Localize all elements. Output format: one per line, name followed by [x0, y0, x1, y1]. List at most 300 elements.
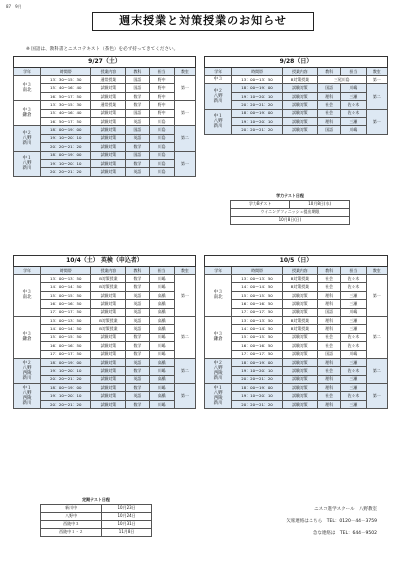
column-header: 時間帯: [232, 267, 283, 275]
subject-cell: 国語: [317, 308, 340, 316]
subject-cell: 理科: [317, 358, 340, 366]
subject-cell: 理科: [317, 375, 340, 383]
page-corner-label: 87 9月: [6, 4, 22, 9]
teacher-cell: 佐々木: [341, 342, 366, 350]
schedule-table: [13, 56, 196, 177]
subject-cell: 英語: [126, 392, 149, 400]
teiki-school: 八野中: [41, 512, 102, 520]
subject-cell: 英語: [126, 308, 149, 316]
time-cell: 15：40～16：40: [41, 109, 91, 117]
content-cell: 試験対策: [91, 333, 126, 341]
content-cell: 試験対策: [282, 392, 317, 400]
content-cell: 試験対策: [282, 84, 317, 92]
section-date: 9/27（土）: [14, 57, 196, 68]
section-date: 9/28（日）: [205, 57, 388, 68]
teacher-cell: 川嶋: [149, 367, 174, 375]
teiki-date: 10月23日: [102, 504, 152, 512]
teacher-cell: 川島: [149, 134, 174, 142]
subject-cell: 社会: [317, 392, 340, 400]
table-row: [14, 84, 196, 92]
time-cell: 14：00～14：50: [41, 283, 91, 291]
content-cell: 試験対策: [282, 109, 317, 117]
grade-cell: 中３ 南北: [14, 275, 41, 317]
subject-cell: 国語: [317, 126, 340, 134]
content-cell: 試験対策: [91, 350, 126, 358]
subject-cell: 社会: [317, 275, 340, 283]
schedule-table: [204, 255, 388, 409]
room-cell: 第一: [366, 384, 387, 409]
room-cell: 第一: [174, 151, 195, 176]
content-cell: 試験対策: [282, 367, 317, 375]
time-cell: 18：00～19：00: [41, 384, 91, 392]
column-header: 授業内容: [282, 68, 317, 76]
table-row: [205, 375, 388, 383]
content-cell: 試験対策: [282, 384, 317, 392]
teacher-cell: 川嶋: [149, 333, 174, 341]
teiki-school: 新川中: [41, 504, 102, 512]
teacher-cell: 野中: [149, 109, 174, 117]
column-header: 教科: [126, 267, 149, 275]
content-cell: 試験対策: [282, 333, 317, 341]
subject-cell: 英語: [126, 375, 149, 383]
teacher-cell: 三瀬: [341, 384, 366, 392]
time-cell: 20：20～21：20: [232, 400, 283, 408]
table-row: [14, 358, 196, 366]
content-cell: 試験対策: [91, 291, 126, 299]
room-cell: 第一: [174, 384, 195, 409]
subject-cell: 数学: [126, 143, 149, 151]
teacher-cell: 野中: [149, 101, 174, 109]
teacher-cell: 野中: [149, 76, 174, 84]
room-cell: 第二: [174, 126, 195, 151]
table-row: [14, 392, 196, 400]
table-row: [14, 333, 196, 341]
teacher-cell: 川島: [149, 126, 174, 134]
content-cell: 試験対策: [282, 308, 317, 316]
subject-cell: 国語: [126, 109, 149, 117]
time-cell: 18：00～19：00: [41, 126, 91, 134]
teacher-cell: 三瀬: [341, 400, 366, 408]
time-cell: 16：00～16：50: [41, 300, 91, 308]
content-cell: B対策授業: [282, 76, 317, 84]
content-cell: 試験対策: [91, 358, 126, 366]
time-cell: 18：00～19：00: [41, 151, 91, 159]
subject-cell: 理科: [317, 92, 340, 100]
table-row: [14, 325, 196, 333]
column-header: 授業内容: [91, 68, 126, 76]
time-cell: 14：00～14：50: [41, 325, 91, 333]
time-cell: 20：20～21：20: [232, 101, 283, 109]
teacher-cell: 佐々木: [341, 275, 366, 283]
time-cell: 20：20～21：20: [41, 375, 91, 383]
room-cell: 第二: [366, 316, 387, 358]
teacher-cell: 川嶋: [341, 350, 366, 358]
teacher-cell: 佐々木: [341, 392, 366, 400]
content-cell: 試験対策: [91, 84, 126, 92]
room-cell: 第一: [366, 275, 387, 317]
table-row: [14, 300, 196, 308]
subject-cell: 国語: [126, 84, 149, 92]
table-row: [205, 342, 388, 350]
table-row: [205, 109, 388, 117]
teacher-cell: 川嶋: [149, 350, 174, 358]
grade-cell: 中１ 八野 西陵 新川: [205, 384, 232, 409]
subject-cell: 英語: [126, 358, 149, 366]
table-row: [205, 101, 388, 109]
time-cell: 20：20～21：20: [41, 168, 91, 176]
time-cell: 15：40～16：40: [41, 84, 91, 92]
time-cell: 13：00～13：50: [41, 316, 91, 324]
subject-cell: 理科: [317, 117, 340, 125]
grade-cell: 中２ 八野 西陵 新川: [205, 358, 232, 383]
subject-cell: 数学: [126, 101, 149, 109]
content-cell: 試験対策: [91, 308, 126, 316]
room-cell: 第二: [366, 358, 387, 383]
time-cell: 19：10～20：10: [41, 159, 91, 167]
column-header: 学年: [205, 68, 232, 76]
table-row: [14, 308, 196, 316]
content-cell: B対策授業: [91, 316, 126, 324]
teacher-cell: 高橋: [149, 316, 174, 324]
time-cell: 15：00～15：50: [41, 333, 91, 341]
content-cell: 試験対策: [282, 358, 317, 366]
subject-cell: 数学: [126, 350, 149, 358]
content-cell: 試験対策: [91, 134, 126, 142]
column-header: 教科: [126, 68, 149, 76]
table-row: [205, 384, 388, 392]
time-cell: 19：10～20：10: [41, 367, 91, 375]
grade-cell: 中３ 南北: [205, 275, 232, 317]
time-cell: 16：00～16：50: [41, 342, 91, 350]
teiki-date: 10月24日: [102, 512, 152, 520]
teacher-cell: 川嶋: [149, 275, 174, 283]
table-row: [14, 350, 196, 358]
time-cell: 16：00～16：50: [232, 342, 283, 350]
teacher-cell: 佐々木: [341, 367, 366, 375]
subject-cell: 社会: [317, 333, 340, 341]
subject-cell: 理科: [317, 325, 340, 333]
room-cell: 第二: [174, 316, 195, 358]
subject-cell: 社会: [317, 109, 340, 117]
subject-cell: 数学: [126, 159, 149, 167]
time-cell: 16：50～17：50: [41, 92, 91, 100]
column-header: 学年: [14, 267, 41, 275]
teacher-cell: 三瀬: [341, 92, 366, 100]
column-header: 時間帯: [232, 68, 283, 76]
column-header: 学年: [205, 267, 232, 275]
teacher-cell: 川嶋: [341, 308, 366, 316]
time-cell: 19：10～20：10: [41, 392, 91, 400]
subject-cell: 英語: [126, 134, 149, 142]
table-row: [14, 367, 196, 375]
time-cell: 13：00～13：50: [232, 275, 283, 283]
time-cell: 19：10～20：10: [232, 392, 283, 400]
grade-cell: 中１ 八野 新川: [14, 151, 41, 176]
grade-cell: 中３ 鎌倉: [14, 316, 41, 358]
gakuryoku-test-table: [230, 192, 350, 225]
time-cell: 18：00～19：00: [232, 109, 283, 117]
subject-cell: 国語: [317, 84, 340, 92]
table-row: [14, 342, 196, 350]
time-cell: 14：00～14：50: [232, 283, 283, 291]
subject-cell: 数学: [126, 92, 149, 100]
time-cell: 19：10～20：10: [232, 367, 283, 375]
subject-cell: 理科: [317, 316, 340, 324]
table-row: [205, 325, 388, 333]
content-cell: 通常授業: [91, 76, 126, 84]
content-cell: 試験対策: [91, 126, 126, 134]
table-row: [205, 333, 388, 341]
gakuryoku-title: 学力テスト日程: [276, 192, 304, 198]
schedule-table: [204, 56, 388, 135]
grade-cell: 中２ 八野 新川: [205, 84, 232, 109]
time-cell: 14：00～14：50: [232, 325, 283, 333]
subject-cell: 英語: [126, 291, 149, 299]
subject-cell: 数学: [126, 400, 149, 408]
table-row: [205, 76, 388, 84]
teacher-cell: 高橋: [149, 392, 174, 400]
teacher-cell: 三瀬: [341, 316, 366, 324]
column-header: 担当: [341, 267, 366, 275]
time-cell: 19：10～20：10: [41, 134, 91, 142]
table-row: [205, 308, 388, 316]
time-cell: 17：00～17：50: [41, 350, 91, 358]
content-cell: 試験対策: [91, 143, 126, 151]
subject-cell: 数学: [126, 384, 149, 392]
teiki-date: 10月31日: [102, 520, 152, 528]
content-cell: 試験対策: [91, 384, 126, 392]
subject-cell: 数学: [126, 367, 149, 375]
table-row: [14, 375, 196, 383]
subject-cell: 国語: [126, 76, 149, 84]
content-cell: 試験対策: [282, 291, 317, 299]
subject-cell: 国語: [317, 350, 340, 358]
time-cell: 15：00～15：50: [232, 291, 283, 299]
room-cell: 第一: [174, 101, 195, 126]
table-row: [14, 283, 196, 291]
teacher-cell: 三瀬: [341, 325, 366, 333]
content-cell: B対策授業: [91, 325, 126, 333]
table-row: [14, 291, 196, 299]
subject-cell: 英語: [126, 316, 149, 324]
column-header: 担当: [149, 68, 174, 76]
column-header: 教室: [366, 68, 387, 76]
content-cell: 試験対策: [91, 392, 126, 400]
content-cell: 試験対策: [91, 168, 126, 176]
room-cell: 第一: [174, 76, 195, 101]
table-row: [205, 283, 388, 291]
subject-cell: 社会: [317, 283, 340, 291]
teacher-cell: 高橋: [149, 358, 174, 366]
table-row: [14, 400, 196, 408]
table-row: [205, 350, 388, 358]
section-date: 10/4（土） 英検（申込者）: [14, 256, 196, 267]
teacher-cell: 野中: [149, 92, 174, 100]
teacher-cell: 三瀬: [341, 291, 366, 299]
table-row: [14, 151, 196, 159]
grade-cell: 中２ 八野 西陵 新川: [14, 358, 41, 383]
table-row: [14, 275, 196, 283]
footer-school: ニスコ進学スクール 八野教室: [314, 507, 377, 512]
content-cell: B対策授業: [282, 275, 317, 283]
content-cell: 試験対策: [282, 342, 317, 350]
column-header: 教科: [317, 68, 340, 76]
teacher-cell: 川島: [149, 143, 174, 151]
teiki-title: 定期テスト日程: [82, 496, 110, 502]
table-row: [14, 101, 196, 109]
teacher-cell: 高橋: [149, 291, 174, 299]
section-date: 10/5（日）: [205, 256, 388, 267]
table-row: [14, 76, 196, 84]
table-row: [14, 159, 196, 167]
time-cell: 19：10～20：10: [232, 117, 283, 125]
subject-cell: 数学: [126, 275, 149, 283]
notice-text: ※ 国語は、教科書とニスコテキスト（茶色）を必ず持ってきてください。: [26, 47, 179, 52]
time-cell: 20：20～21：20: [41, 400, 91, 408]
table-row: [205, 84, 388, 92]
subject-cell: 社会: [317, 101, 340, 109]
table-row: [14, 92, 196, 100]
time-cell: 20：20～21：20: [232, 375, 283, 383]
grade-cell: 中３ 鎌倉: [14, 101, 41, 126]
content-cell: 通常授業: [91, 101, 126, 109]
time-cell: 16：00～16：50: [232, 300, 283, 308]
content-cell: B対策授業: [282, 283, 317, 291]
content-cell: 試験対策: [282, 126, 317, 134]
footer-tel-urgent: 急な連絡は TEL：644－9502: [312, 531, 377, 536]
content-cell: 試験対策: [91, 367, 126, 375]
content-cell: B対策授業: [91, 275, 126, 283]
teacher-cell: 川嶋: [341, 84, 366, 92]
table-row: [205, 291, 388, 299]
table-row: [205, 400, 388, 408]
subject-cell: 社会: [317, 342, 340, 350]
subject-cell: 数学: [126, 283, 149, 291]
gakuryoku-date: 10月8日(水): [290, 200, 350, 208]
teacher-cell: 高橋: [149, 308, 174, 316]
time-cell: 13：00～13：50: [41, 275, 91, 283]
teacher-cell: 三尾川島: [317, 76, 366, 84]
content-cell: B対策授業: [282, 325, 317, 333]
teiki-school: 西陵中１・２: [41, 528, 102, 536]
table-row: [205, 300, 388, 308]
table-row: [14, 134, 196, 142]
time-cell: 13：30～15：30: [41, 76, 91, 84]
time-cell: 19：10～20：10: [232, 92, 283, 100]
time-cell: 16：50～17：50: [41, 117, 91, 125]
time-cell: 18：00～19：00: [232, 84, 283, 92]
winning-finish-date: 10月8日(日): [231, 216, 350, 224]
content-cell: B対策授業: [91, 283, 126, 291]
grade-cell: 中３ 南北: [14, 76, 41, 101]
teacher-cell: 高橋: [149, 300, 174, 308]
room-cell: 第一: [366, 76, 387, 84]
teiki-school: 西陵中３: [41, 520, 102, 528]
table-row: [14, 143, 196, 151]
room-cell: 第二: [174, 358, 195, 383]
grade-cell: 中１ 八野 西陵 新川: [14, 384, 41, 409]
time-cell: 15：00～15：50: [41, 291, 91, 299]
table-row: [205, 92, 388, 100]
subject-cell: 理科: [317, 400, 340, 408]
teacher-cell: 三瀬: [341, 300, 366, 308]
teacher-cell: 三瀬: [341, 358, 366, 366]
teacher-cell: 高橋: [149, 325, 174, 333]
time-cell: 13：00～13：50: [232, 316, 283, 324]
content-cell: 試験対策: [282, 300, 317, 308]
teacher-cell: 川島: [149, 159, 174, 167]
teacher-cell: 川島: [149, 168, 174, 176]
content-cell: 試験対策: [91, 375, 126, 383]
winning-finish-label: ウイニングフィニッシュ提出期限: [231, 208, 350, 216]
content-cell: 試験対策: [91, 109, 126, 117]
content-cell: B対策授業: [282, 316, 317, 324]
table-row: [14, 117, 196, 125]
subject-cell: 英語: [126, 325, 149, 333]
table-row: [14, 384, 196, 392]
time-cell: 13：30～15：30: [41, 101, 91, 109]
room-cell: 第二: [366, 84, 387, 109]
time-cell: 20：20～21：20: [232, 126, 283, 134]
time-cell: 13：00～13：50: [232, 76, 283, 84]
teacher-cell: 川島: [149, 117, 174, 125]
time-cell: 18：00～19：00: [232, 384, 283, 392]
time-cell: 17：00～17：50: [41, 308, 91, 316]
teacher-cell: 川嶋: [149, 384, 174, 392]
table-row: [205, 367, 388, 375]
column-header: 担当: [149, 267, 174, 275]
room-cell: 第一: [174, 275, 195, 317]
table-row: [205, 358, 388, 366]
teacher-cell: 川嶋: [149, 342, 174, 350]
content-cell: 試験対策: [91, 300, 126, 308]
schedule-table: [13, 255, 196, 409]
content-cell: 試験対策: [282, 350, 317, 358]
teacher-cell: 三瀬: [341, 117, 366, 125]
teacher-cell: 佐々木: [341, 109, 366, 117]
column-header: 授業内容: [282, 267, 317, 275]
subject-cell: 英語: [126, 300, 149, 308]
teacher-cell: 高橋: [149, 375, 174, 383]
teacher-cell: 佐々木: [341, 333, 366, 341]
subject-cell: 数学: [126, 342, 149, 350]
content-cell: 試験対策: [91, 92, 126, 100]
table-row: [205, 316, 388, 324]
teacher-cell: 川嶋: [149, 283, 174, 291]
subject-cell: 理科: [317, 384, 340, 392]
column-header: 教科: [317, 267, 340, 275]
content-cell: 試験対策: [282, 375, 317, 383]
subject-cell: 国語: [126, 126, 149, 134]
subject-cell: 英語: [126, 117, 149, 125]
table-row: [205, 126, 388, 134]
content-cell: 試験対策: [91, 400, 126, 408]
content-cell: 試験対策: [91, 151, 126, 159]
content-cell: 試験対策: [282, 101, 317, 109]
teiki-test-table: [40, 496, 152, 537]
teacher-cell: 野中: [149, 84, 174, 92]
footer-tel-absence: 欠席連絡はこちら TEL：0120－44－3759: [286, 519, 377, 524]
time-cell: 17：00～17：50: [232, 350, 283, 358]
time-cell: 15：00～15：50: [232, 333, 283, 341]
grade-cell: 中３: [205, 76, 232, 84]
content-cell: 試験対策: [91, 159, 126, 167]
subject-cell: 理科: [317, 291, 340, 299]
teacher-cell: 川島: [149, 151, 174, 159]
subject-cell: 英語: [126, 168, 149, 176]
time-cell: 20：20～21：20: [41, 143, 91, 151]
page-title: 週末授業と対策授業のお知らせ: [92, 12, 314, 31]
